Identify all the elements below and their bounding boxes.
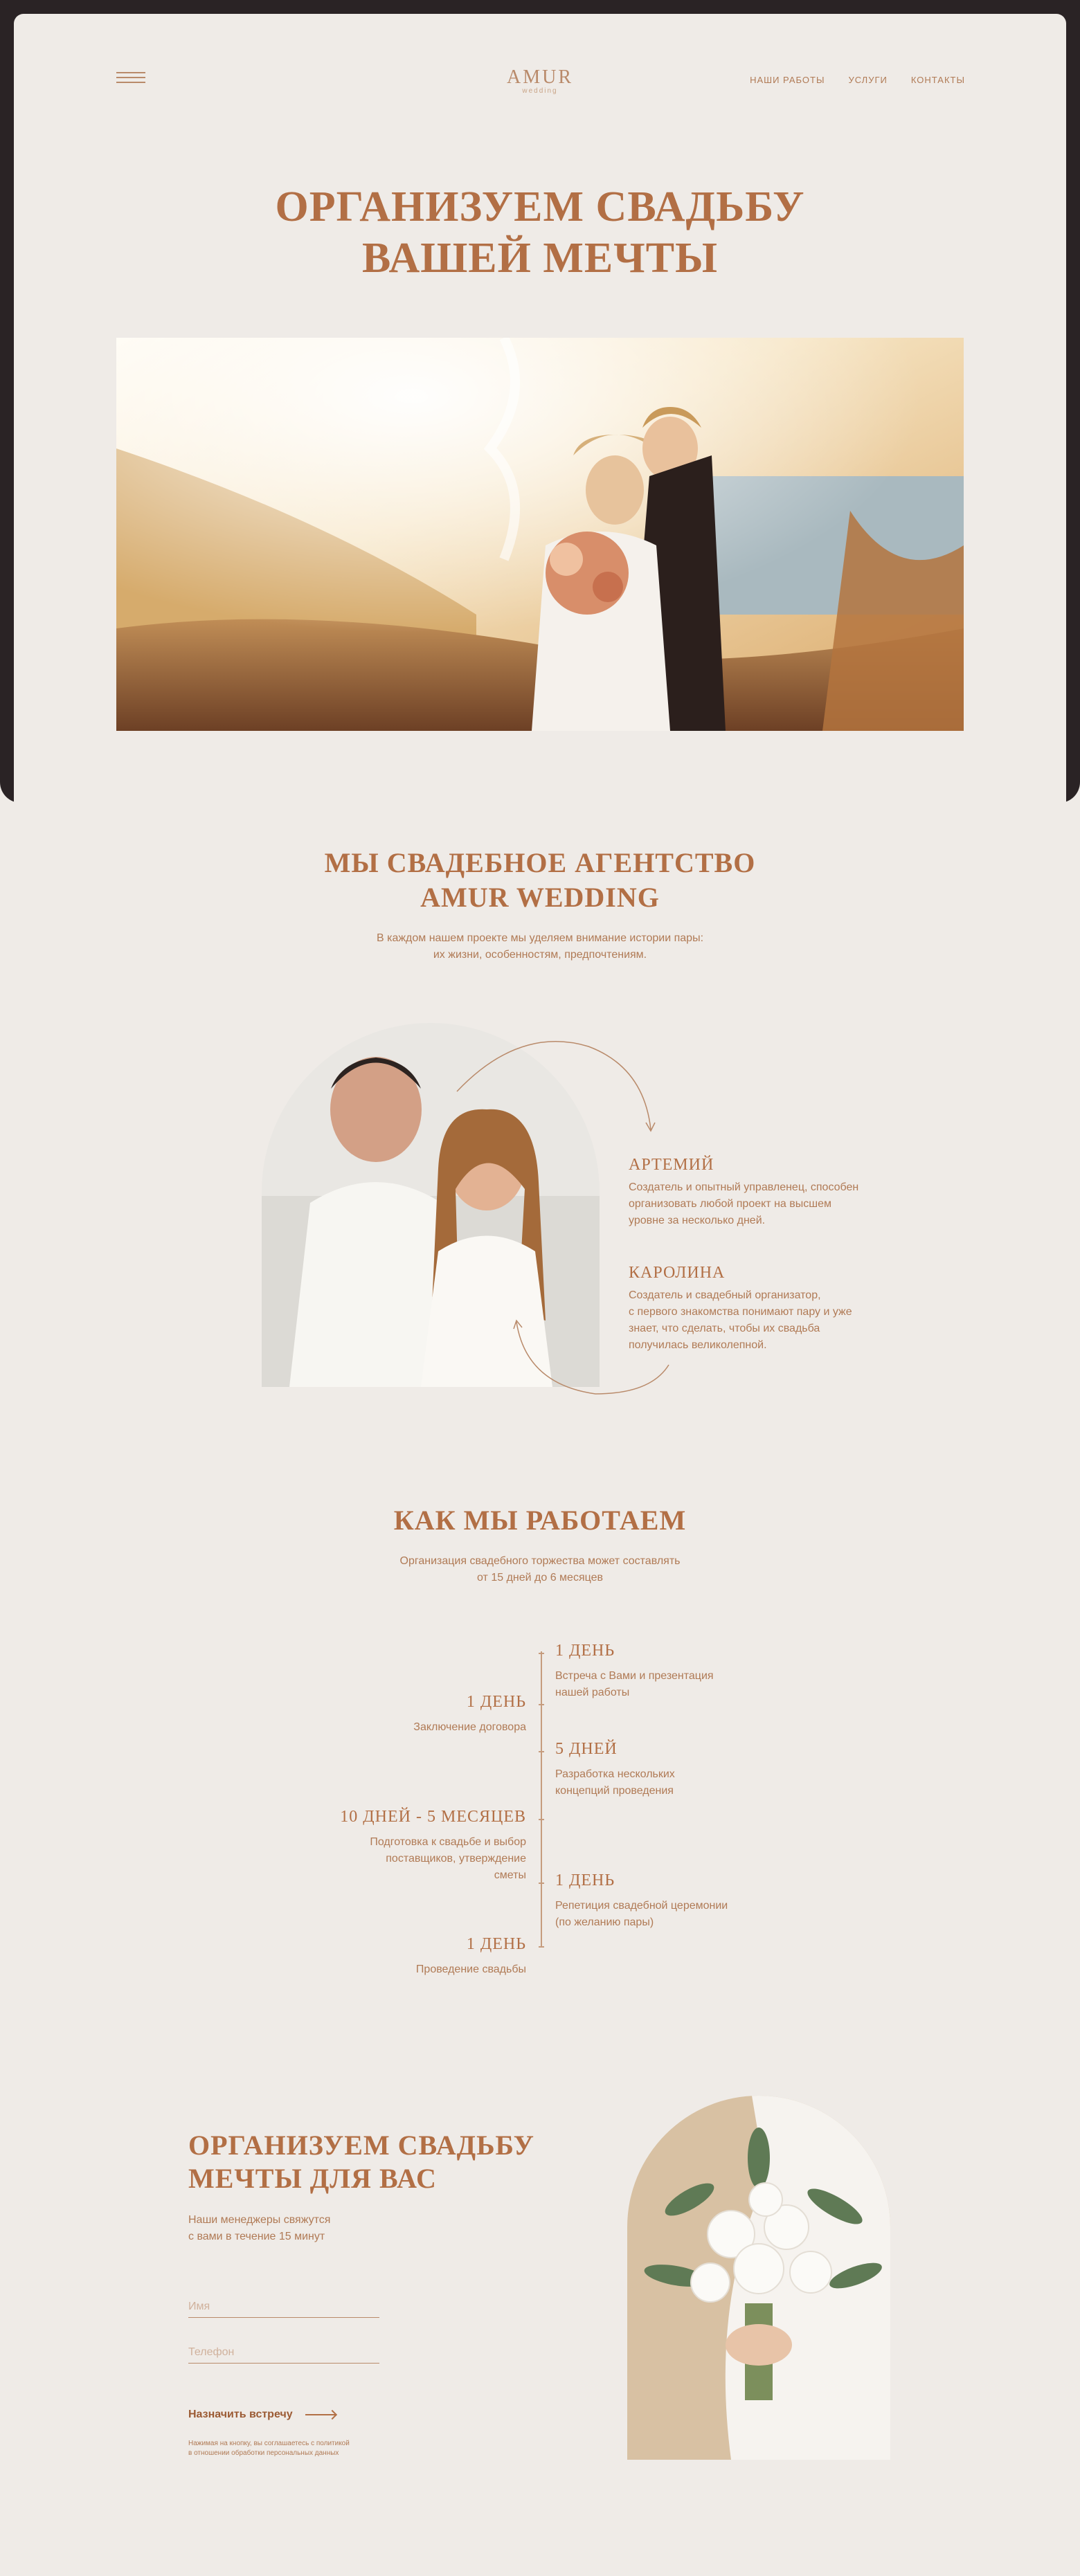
person-desc-line: организовать любой проект на высшем <box>629 1198 831 1210</box>
about-title-line2: AMUR WEDDING <box>420 882 660 913</box>
step-text-line: (по желанию пары) <box>555 1916 654 1928</box>
timeline-tick <box>539 1653 544 1654</box>
person-desc-line: Создатель и свадебный организатор, <box>629 1289 821 1301</box>
arrow-right-icon <box>305 2414 336 2415</box>
logo-subtext: wedding <box>522 87 558 95</box>
about-subtitle <box>0 930 1080 963</box>
timeline-tick <box>539 1883 544 1884</box>
policy-note <box>188 2439 396 2458</box>
step-text-line: концепций проведения <box>555 1785 674 1797</box>
logo[interactable] <box>485 66 595 95</box>
contact-title-line1: ОРГАНИЗУЕМ СВАДЬБУ <box>188 2130 534 2161</box>
nav-our-works[interactable]: НАШИ РАБОТЫ <box>750 75 825 85</box>
step-4-title: 10 ДНЕЙ - 5 МЕСЯЦЕВ <box>340 1808 526 1826</box>
step-text-line: Заключение договора <box>413 1721 526 1733</box>
step-4-text <box>325 1834 526 1884</box>
person-desc-artemiy <box>629 1179 885 1229</box>
about-title-line1: МЫ СВАДЕБНОЕ АГЕНТСТВО <box>324 847 756 878</box>
step-text-line: сметы <box>494 1869 526 1881</box>
main-nav <box>750 75 965 85</box>
logo-text: AMUR <box>506 66 573 88</box>
book-meeting-label: Назначить встречу <box>188 2409 293 2420</box>
step-text-line: Подготовка к свадьбе и выбор <box>370 1836 526 1848</box>
hero-title-line1: ОРГАНИЗУЕМ СВАДЬБУ <box>275 183 805 230</box>
timeline-line <box>541 1651 542 1948</box>
step-5-title: 1 ДЕНЬ <box>555 1871 615 1889</box>
step-1-text <box>555 1668 756 1701</box>
timeline-tick <box>539 1751 544 1752</box>
contact-subtitle <box>188 2212 396 2245</box>
step-text-line: Репетиция свадебной церемонии <box>555 1900 728 1912</box>
person-desc-line: уровне за несколько дней. <box>629 1215 766 1226</box>
contact-subtitle-line2: с вами в течение 15 минут <box>188 2231 325 2242</box>
person-desc-line: знает, что сделать, чтобы их свадьба <box>629 1323 820 1334</box>
step-text-line: поставщиков, утверждение <box>386 1853 526 1865</box>
step-1-title: 1 ДЕНЬ <box>555 1642 615 1660</box>
step-text-line: нашей работы <box>555 1687 630 1698</box>
book-meeting-button[interactable] <box>188 2409 336 2421</box>
contact-title <box>188 2129 534 2195</box>
about-subtitle-line1: В каждом нашем проекте мы уделяем внимание истории пары: <box>376 932 704 944</box>
step-2-title: 1 ДЕНЬ <box>466 1693 526 1711</box>
step-3-text <box>555 1766 756 1799</box>
bouquet-photo <box>627 2096 890 2460</box>
hero-couple-photo <box>116 338 964 731</box>
step-6-title: 1 ДЕНЬ <box>466 1935 526 1953</box>
process-subtitle-line2: от 15 дней до 6 месяцев <box>477 1572 603 1584</box>
person-desc-line: с первого знакомства понимают пару и уже <box>629 1306 852 1318</box>
name-input[interactable] <box>188 2296 379 2318</box>
person-desc-karolina <box>629 1287 885 1354</box>
contact-subtitle-line1: Наши менеджеры свяжутся <box>188 2214 331 2226</box>
person-desc-line: получилась великолепной. <box>629 1339 767 1351</box>
step-5-text <box>555 1898 756 1931</box>
person-name-karolina: КАРОЛИНА <box>629 1264 726 1282</box>
step-text-line: Проведение свадьбы <box>415 1963 526 1975</box>
about-title <box>0 846 1080 915</box>
about-subtitle-line2: их жизни, особенностям, предпочтениям. <box>433 949 647 961</box>
hero-title-line2: ВАШЕЙ МЕЧТЫ <box>362 235 718 282</box>
policy-line2: в отношении обработки персональных данных <box>188 2449 339 2457</box>
step-6-text <box>325 1961 526 1978</box>
contact-title-line2: МЕЧТЫ ДЛЯ ВАС <box>188 2163 437 2194</box>
step-2-text <box>325 1719 526 1736</box>
arc-arrow-icon <box>450 1033 672 1143</box>
nav-contacts[interactable]: КОНТАКТЫ <box>910 75 965 85</box>
person-name-artemiy: АРТЕМИЙ <box>629 1156 714 1174</box>
step-text-line: Разработка нескольких <box>555 1768 675 1780</box>
nav-services[interactable]: УСЛУГИ <box>848 75 888 85</box>
menu-icon[interactable] <box>116 72 145 84</box>
timeline-tick <box>539 1704 544 1705</box>
policy-line1: Нажимая на кнопку, вы соглашаетесь с политикой <box>188 2440 350 2447</box>
phone-input[interactable] <box>188 2342 379 2364</box>
process-subtitle-line1: Организация свадебного торжества может составлять <box>399 1555 681 1567</box>
process-subtitle <box>0 1553 1080 1586</box>
hero-title <box>0 181 1080 284</box>
timeline-tick <box>539 1946 544 1948</box>
timeline-tick <box>539 1819 544 1820</box>
person-desc-line: Создатель и опытный управленец, способен <box>629 1181 859 1193</box>
step-text-line: Встреча с Вами и презентация <box>555 1670 714 1682</box>
step-3-title: 5 ДНЕЙ <box>555 1740 618 1758</box>
process-title: КАК МЫ РАБОТАЕМ <box>393 1505 687 1536</box>
